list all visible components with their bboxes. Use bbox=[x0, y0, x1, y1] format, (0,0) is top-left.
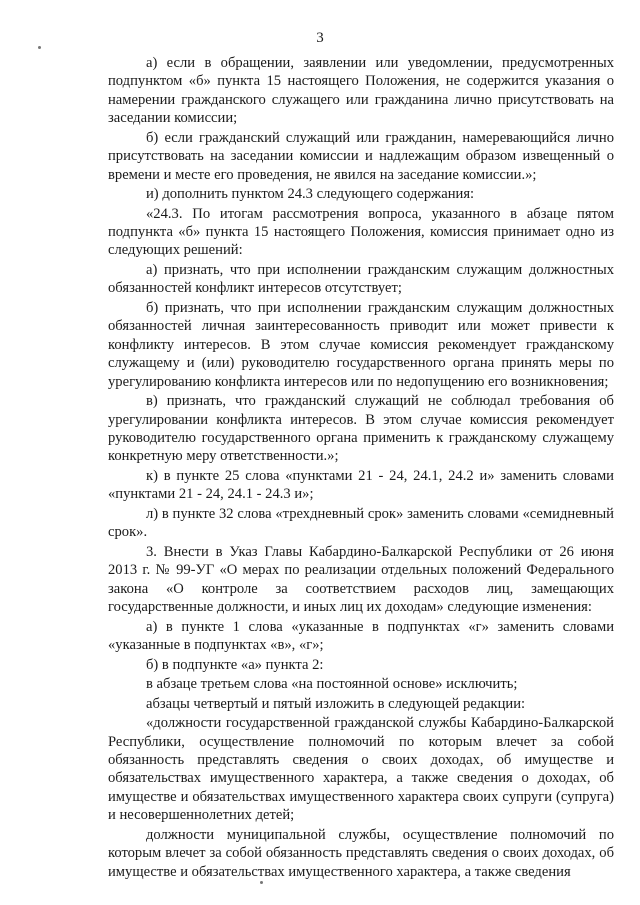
paragraph: а) в пункте 1 слова «указанные в подпунктах «г» заменить словами «указанные в подпунктах «в», «г»; bbox=[108, 618, 614, 653]
paragraph: б) в подпункте «а» пункта 2: bbox=[146, 656, 324, 673]
paragraph: а) признать, что при исполнении гражданским служащим должностных обязанностей конфликт интересов отсутствует; bbox=[108, 262, 614, 297]
paragraph: в абзаце третьем слова «на постоянной основе» исключить; bbox=[146, 676, 518, 693]
paragraph: 3. Внести в Указ Главы Кабардино-Балкарской Республики от 26 июня 2013 г. № 99-УГ «О мерах по реализации отдельных положений Федерального закона «О контроле за соответствием расходов лиц, замещающих государственные должности, и иных лиц их доходам» следующие изменения: bbox=[108, 543, 614, 616]
paragraph: «должности государственной гражданской службы Кабардино-Балкарской Республики, осуществление полномочий по которым влечет за собой обязанность представлять сведения о своих доходах, об имуществе и обязательствах имущественного характера, а также сведения о доходах, об имуществе и обязательствах имущественного характера своих супруги (супруга) и несовершеннолетних детей; bbox=[108, 715, 614, 824]
page-number: 3 bbox=[316, 30, 324, 46]
paragraph: должности муниципальной службы, осуществление полномочий по которым влечет за собой обязанность представлять сведения о своих доходах, об имуществе и обязательствах имущественного характера, а также сведения bbox=[108, 826, 614, 880]
scan-speck bbox=[38, 46, 41, 49]
paragraph: а) если в обращении, заявлении или уведомлении, предусмотренных подпунктом «б» пункта 15 настоящего Положения, не содержится указания о намерении гражданского служащего или гражданина лично присутствовать на заседании комиссии; bbox=[108, 55, 614, 127]
document-body bbox=[108, 54, 614, 882]
paragraph: «24.3. По итогам рассмотрения вопроса, указанного в абзаце пятом подпункта «б» пункта 15 настоящего Положения, комиссия принимает одно из следующих решений: bbox=[108, 205, 614, 259]
paragraph: абзацы четвертый и пятый изложить в следующей редакции: bbox=[146, 695, 526, 712]
paragraph: б) если гражданский служащий или гражданин, намеревающийся лично присутствовать на заседании комиссии и надлежащим образом извещенный о времени и месте его проведения, не явился на заседание комиссии.»; bbox=[108, 129, 614, 183]
paragraph: б) признать, что при исполнении гражданским служащим должностных обязанностей личная заинтересованность приводит или может привести к конфликту интересов. В этом случае комиссия рекомендует гражданскому служащему и (или) руководителю государственного органа принять меры по урегулированию конфликта интересов или по недопущению его возникновения; bbox=[108, 299, 614, 390]
paragraph: в) признать, что гражданский служащий не соблюдал требования об урегулировании конфликта интересов. В этом случае комиссия рекомендует руководителю государственного органа применить к гражданскому служащему конкретную меру ответственности.»; bbox=[108, 393, 614, 465]
paragraph: л) в пункте 32 слова «трехдневный срок» заменить словами «семидневный срок». bbox=[108, 505, 614, 541]
paragraph: к) в пункте 25 слова «пунктами 21 - 24, 24.1, 24.2 и» заменить словами «пунктами 21 - 24, 24.1 - 24.3 и»; bbox=[108, 467, 614, 503]
paragraph: и) дополнить пунктом 24.3 следующего содержания: bbox=[146, 186, 475, 203]
